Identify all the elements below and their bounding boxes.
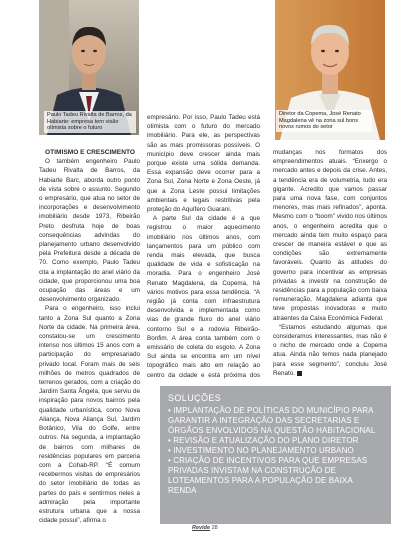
section-subheading: OTIMISMO E CRESCIMENTO <box>45 149 135 156</box>
solutions-title: SOLUÇÕES <box>168 393 222 403</box>
solutions-box <box>160 386 391 524</box>
photo-caption-right: Diretor da Copema, José Renato Magdalena vê na zona sul bons novos rumos do setor <box>276 110 372 132</box>
solutions-list <box>168 406 383 496</box>
photo-caption-left: Paulo Tadeu Rivalta de Barros, da Habiarte: empresa tem visão otimista sobre o futuro <box>44 111 136 133</box>
solutions-item: • IMPLANTAÇÃO DE POLÍTICAS DO MUNICÍPIO PARA GARANTIR A INTEGRAÇÃO DAS SECRETARIAS E ÓRGÃOS ENVOLVIDOS NA QUESTÃO HABITACIONAL <box>168 406 376 435</box>
magazine-name: Revide <box>192 525 211 531</box>
page-footer <box>192 525 218 531</box>
article-column-3 <box>273 148 387 380</box>
article-column-1 <box>39 148 140 528</box>
solutions-item: • INVESTIMENTO NO PLANEJAMENTO URBANO <box>168 446 354 455</box>
paragraph <box>273 323 387 378</box>
end-of-article-icon <box>297 371 302 376</box>
article-column-2 <box>147 113 260 381</box>
solutions-item: • CRIAÇÃO DE INCENTIVOS PARA QUE EMPRESAS PRIVADAS INVISTAM NA CONSTRUÇÃO DE LOTEAMENTOS PARA A POPULAÇÃO DE BAIXA RENDA <box>168 456 368 495</box>
solutions-item: • REVISÃO E ATUALIZAÇÃO DO PLANO DIRETOR <box>168 436 359 445</box>
paragraph: mudanças nos formatos dos empreendimentos atuais. “Enxergo o mercado antes e depois da crise. Antes, a tendência era de volumetria, tudo era gigante. Acredito que vamos passar para uma nova fase, com conjuntos menores, mas mais refinados”, aponta. Mesmo com o “boom” vivido nos últimos anos, o engenheiro acredita que o mercado ainda tem muito espaço para crescer de maneira estável e que as condições são extremamente favoráveis. Quanto às atitudes do governo para incentivar as empresas privadas a investir na construção de residências para a população com baixa remuneração, Magdalena adianta que teve propostas inovadoras e muito atraentes da Caixa Econômica Federal. <box>273 149 387 322</box>
paragraph-text: “Estamos estudando algumas que consideramos interessantes, mas não é o nicho de mercado onde a Copema atua. Ainda não temos nada planejado para esse segmento”, concluiu José Renato. <box>273 323 387 377</box>
paragraph: A parte Sul da cidade é a que registrou o maior aquecimento imobiliário nos últimos anos, com lançamentos para um público com renda mais elevada, que busca qualidade de vida e sofisticação na moradia. Para o engenheiro José Renato Magdalena, da Copema, há vários motivos para essa tendência. “A região já conta com infraestrutura desenvolvida e implementada como vias de grande fluxo do anel viário contorno Sul e a rodovia Ribeirão-Bonfim. A área conta também com o emissário de coleta do esgoto. A Zona Sul ainda se encontra em um nível topográfico mais alto em relação ao centro da cidade e está próxima dos <box>147 215 260 379</box>
paragraph: O também engenheiro Paulo Tadeu Rivalta de Barros, da Habiarte Barc, aborda outro ponto de vista sobre o assunto. Segundo o empresário, que atua no setor de incorporações e desenvolvimento imobiliário desde 1973, Ribeirão Preto desfruta hoje de boas consequências advindas do planejamento urbano desenvolvido pela Prefeitura desde a década de 70. Como exemplo, Paulo Tadeu cita a implantação do anel viário da cidade, que proporcionou uma boa ocupação das áreas e um desenvolvimento organizado. <box>39 158 140 304</box>
page-number: 28 <box>211 525 218 531</box>
paragraph: Para o engenheiro, isso inclui tanto a Zona Sul quanto a Zona Norte da cidade. Na primeira área, constatou-se um crescimento intenso nos últimos 15 anos com a participação do empresariado privado local. Foram mais de seis milhões de metros quadrados de terrenos gerados, com a criação do Jardim Santa Ângela, que serviu de inspiração para novos bairros pela qualidade urbanística, como Nova Aliança, Nova Aliança Sul, Jardim Botânico, Vila do Golfe, entre outros. Na segunda, a implantação de bairros com milhares de residências populares em parceria com a Cohab-RP. “É comum recebermos visitas de empresários do setor imobiliário de todas as partes do país e sentirmos neles a admiração pela importante estrutura urbana que a nossa cidade possui”, afirma o <box>39 305 140 525</box>
paragraph: empresário. Por isso, Paulo Tadeu está otimista com o futuro do mercado imobiliário. Para ele, as perspectivas são as mais promissoras possíveis. O município deve crescer ainda mais porque existe uma sólida demanda. Essa expansão deve ocorrer para a Zona Sul, Zona Norte e Zona Oeste, já que a Zona Leste possui limitações ambientais e legais restritivas pela proteção do Aquífero Guarani. <box>147 114 260 214</box>
